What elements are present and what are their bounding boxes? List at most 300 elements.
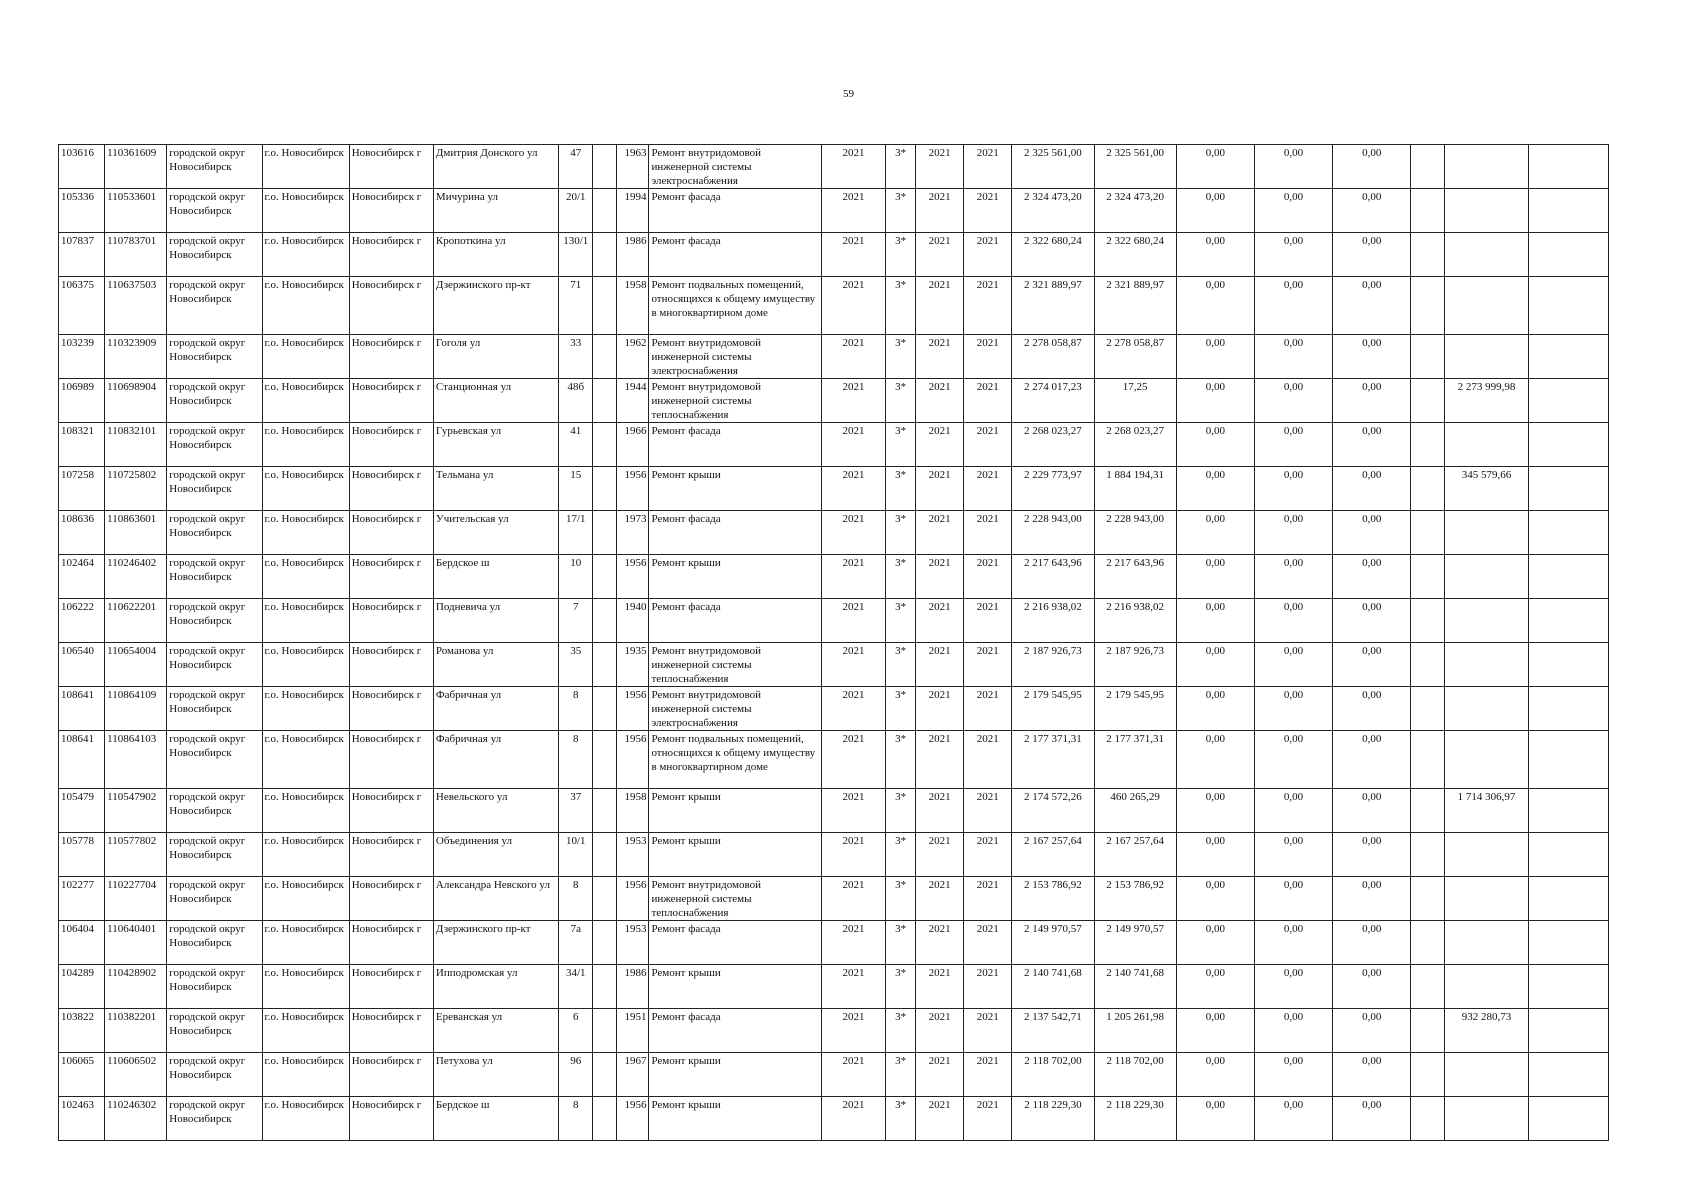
end-year-cell: 2021 [964,379,1012,423]
priority-cell: 3* [886,599,916,643]
locality-cell: Новосибирск г [349,233,433,277]
settlement-cell: г.о. Новосибирск [262,379,349,423]
house-code-cell: 110577802 [105,833,167,877]
municipality-cell: городской округ Новосибирск [167,189,262,233]
local-budget-cell: 0,00 [1333,1009,1411,1053]
regional-fund-cell: 2 324 473,20 [1094,189,1176,233]
house-code-cell: 110832101 [105,423,167,467]
house-code-cell: 110622201 [105,599,167,643]
building-cell [593,599,617,643]
row-id-cell: 107258 [59,467,105,511]
total-cost-cell: 2 324 473,20 [1012,189,1094,233]
municipality-cell: городской округ Новосибирск [167,511,262,555]
plan-year-cell: 2021 [821,687,885,731]
work-type-cell: Ремонт фасада [649,233,821,277]
owner-funds-cell [1445,511,1528,555]
end-year-cell: 2021 [964,877,1012,921]
house-number-cell: 47 [559,145,593,189]
building-cell [593,467,617,511]
settlement-cell: г.о. Новосибирск [262,277,349,335]
federal-funds-cell: 0,00 [1176,277,1254,335]
start-year-cell: 2021 [916,1097,964,1141]
house-number-cell: 35 [559,643,593,687]
street-cell: Подневича ул [433,599,558,643]
start-year-cell: 2021 [916,877,964,921]
table-row [59,921,1609,965]
table-row [59,1053,1609,1097]
end-year-cell: 2021 [964,335,1012,379]
locality-cell: Новосибирск г [349,877,433,921]
priority-cell: 3* [886,1097,916,1141]
plan-year-cell: 2021 [821,833,885,877]
regional-budget-cell: 0,00 [1254,687,1332,731]
work-type-cell: Ремонт крыши [649,467,821,511]
locality-cell: Новосибирск г [349,599,433,643]
plan-year-cell: 2021 [821,277,885,335]
locality-cell: Новосибирск г [349,467,433,511]
start-year-cell: 2021 [916,467,964,511]
plan-year-cell: 2021 [821,233,885,277]
end-year-cell: 2021 [964,555,1012,599]
locality-cell: Новосибирск г [349,511,433,555]
regional-budget-cell: 0,00 [1254,379,1332,423]
end-year-cell: 2021 [964,277,1012,335]
work-type-cell: Ремонт подвальных помещений, относящихся к общему имуществу в многоквартирном доме [649,277,821,335]
plan-year-cell: 2021 [821,379,885,423]
year-built-cell: 1944 [617,379,649,423]
end-year-cell: 2021 [964,233,1012,277]
note-cell [1528,965,1608,1009]
total-cost-cell: 2 268 023,27 [1012,423,1094,467]
table-row [59,233,1609,277]
plan-year-cell: 2021 [821,1009,885,1053]
local-budget-cell: 0,00 [1333,599,1411,643]
house-number-cell: 96 [559,1053,593,1097]
local-budget-cell: 0,00 [1333,379,1411,423]
priority-cell: 3* [886,731,916,789]
federal-funds-cell: 0,00 [1176,833,1254,877]
federal-funds-cell: 0,00 [1176,877,1254,921]
settlement-cell: г.о. Новосибирск [262,643,349,687]
street-cell: Невельского ул [433,789,558,833]
table-row [59,789,1609,833]
regional-fund-cell: 2 216 938,02 [1094,599,1176,643]
house-number-cell: 7 [559,599,593,643]
house-number-cell: 20/1 [559,189,593,233]
row-id-cell: 104289 [59,965,105,1009]
settlement-cell: г.о. Новосибирск [262,145,349,189]
year-built-cell: 1953 [617,921,649,965]
locality-cell: Новосибирск г [349,1097,433,1141]
building-cell [593,1097,617,1141]
regional-fund-cell: 2 179 545,95 [1094,687,1176,731]
priority-cell: 3* [886,789,916,833]
federal-funds-cell: 0,00 [1176,643,1254,687]
end-year-cell: 2021 [964,1053,1012,1097]
start-year-cell: 2021 [916,233,964,277]
other-funds-cell [1411,833,1445,877]
table-row [59,189,1609,233]
house-number-cell: 48б [559,379,593,423]
end-year-cell: 2021 [964,687,1012,731]
regional-budget-cell: 0,00 [1254,1053,1332,1097]
end-year-cell: 2021 [964,965,1012,1009]
street-cell: Романова ул [433,643,558,687]
municipality-cell: городской округ Новосибирск [167,921,262,965]
note-cell [1528,335,1608,379]
other-funds-cell [1411,555,1445,599]
house-code-cell: 110864103 [105,731,167,789]
row-id-cell: 108636 [59,511,105,555]
regional-budget-cell: 0,00 [1254,731,1332,789]
house-code-cell: 110654004 [105,643,167,687]
start-year-cell: 2021 [916,643,964,687]
regional-budget-cell: 0,00 [1254,643,1332,687]
municipality-cell: городской округ Новосибирск [167,555,262,599]
regional-fund-cell: 2 187 926,73 [1094,643,1176,687]
start-year-cell: 2021 [916,1053,964,1097]
note-cell [1528,643,1608,687]
other-funds-cell [1411,877,1445,921]
table-row [59,467,1609,511]
regional-budget-cell: 0,00 [1254,335,1332,379]
local-budget-cell: 0,00 [1333,511,1411,555]
end-year-cell: 2021 [964,145,1012,189]
end-year-cell: 2021 [964,467,1012,511]
municipality-cell: городской округ Новосибирск [167,1009,262,1053]
priority-cell: 3* [886,1009,916,1053]
plan-year-cell: 2021 [821,423,885,467]
year-built-cell: 1956 [617,1097,649,1141]
start-year-cell: 2021 [916,277,964,335]
other-funds-cell [1411,423,1445,467]
priority-cell: 3* [886,145,916,189]
regional-fund-cell: 2 177 371,31 [1094,731,1176,789]
plan-year-cell: 2021 [821,921,885,965]
row-id-cell: 106375 [59,277,105,335]
settlement-cell: г.о. Новосибирск [262,233,349,277]
house-number-cell: 15 [559,467,593,511]
house-code-cell: 110606502 [105,1053,167,1097]
regional-fund-cell: 2 217 643,96 [1094,555,1176,599]
start-year-cell: 2021 [916,511,964,555]
start-year-cell: 2021 [916,833,964,877]
end-year-cell: 2021 [964,643,1012,687]
municipality-cell: городской округ Новосибирск [167,233,262,277]
work-type-cell: Ремонт фасада [649,511,821,555]
other-funds-cell [1411,145,1445,189]
locality-cell: Новосибирск г [349,555,433,599]
local-budget-cell: 0,00 [1333,833,1411,877]
year-built-cell: 1986 [617,233,649,277]
local-budget-cell: 0,00 [1333,233,1411,277]
street-cell: Объединения ул [433,833,558,877]
page-number: 59 [843,88,854,100]
owner-funds-cell [1445,833,1528,877]
table-row [59,277,1609,335]
regional-budget-cell: 0,00 [1254,877,1332,921]
regional-budget-cell: 0,00 [1254,555,1332,599]
other-funds-cell [1411,921,1445,965]
regional-budget-cell: 0,00 [1254,965,1332,1009]
street-cell: Дмитрия Донского ул [433,145,558,189]
federal-funds-cell: 0,00 [1176,511,1254,555]
table-row [59,511,1609,555]
building-cell [593,335,617,379]
building-cell [593,145,617,189]
settlement-cell: г.о. Новосибирск [262,965,349,1009]
building-cell [593,921,617,965]
federal-funds-cell: 0,00 [1176,555,1254,599]
regional-fund-cell: 2 167 257,64 [1094,833,1176,877]
building-cell [593,833,617,877]
total-cost-cell: 2 153 786,92 [1012,877,1094,921]
priority-cell: 3* [886,511,916,555]
house-code-cell: 110725802 [105,467,167,511]
total-cost-cell: 2 229 773,97 [1012,467,1094,511]
note-cell [1528,277,1608,335]
plan-year-cell: 2021 [821,1053,885,1097]
year-built-cell: 1940 [617,599,649,643]
year-built-cell: 1958 [617,789,649,833]
street-cell: Дзержинского пр-кт [433,277,558,335]
table-row [59,687,1609,731]
end-year-cell: 2021 [964,789,1012,833]
house-code-cell: 110246402 [105,555,167,599]
federal-funds-cell: 0,00 [1176,599,1254,643]
priority-cell: 3* [886,277,916,335]
total-cost-cell: 2 140 741,68 [1012,965,1094,1009]
municipality-cell: городской округ Новосибирск [167,643,262,687]
year-built-cell: 1958 [617,277,649,335]
total-cost-cell: 2 325 561,00 [1012,145,1094,189]
building-cell [593,789,617,833]
owner-funds-cell: 345 579,66 [1445,467,1528,511]
owner-funds-cell: 1 714 306,97 [1445,789,1528,833]
work-type-cell: Ремонт внутридомовой инженерной системы теплоснабжения [649,877,821,921]
building-cell [593,189,617,233]
note-cell [1528,1097,1608,1141]
start-year-cell: 2021 [916,965,964,1009]
owner-funds-cell [1445,599,1528,643]
locality-cell: Новосибирск г [349,833,433,877]
regional-budget-cell: 0,00 [1254,145,1332,189]
building-cell [593,731,617,789]
work-type-cell: Ремонт крыши [649,555,821,599]
street-cell: Ипподромская ул [433,965,558,1009]
row-id-cell: 107837 [59,233,105,277]
owner-funds-cell [1445,423,1528,467]
end-year-cell: 2021 [964,599,1012,643]
federal-funds-cell: 0,00 [1176,789,1254,833]
start-year-cell: 2021 [916,423,964,467]
work-type-cell: Ремонт крыши [649,789,821,833]
regional-fund-cell: 460 265,29 [1094,789,1176,833]
building-cell [593,687,617,731]
federal-funds-cell: 0,00 [1176,687,1254,731]
federal-funds-cell: 0,00 [1176,1009,1254,1053]
house-code-cell: 110323909 [105,335,167,379]
house-code-cell: 110227704 [105,877,167,921]
house-code-cell: 110783701 [105,233,167,277]
locality-cell: Новосибирск г [349,731,433,789]
other-funds-cell [1411,277,1445,335]
start-year-cell: 2021 [916,599,964,643]
other-funds-cell [1411,599,1445,643]
owner-funds-cell [1445,145,1528,189]
house-code-cell: 110640401 [105,921,167,965]
locality-cell: Новосибирск г [349,1009,433,1053]
row-id-cell: 102464 [59,555,105,599]
settlement-cell: г.о. Новосибирск [262,1097,349,1141]
work-type-cell: Ремонт крыши [649,1053,821,1097]
note-cell [1528,1009,1608,1053]
work-type-cell: Ремонт фасада [649,423,821,467]
street-cell: Фабричная ул [433,687,558,731]
regional-fund-cell: 2 118 702,00 [1094,1053,1176,1097]
row-id-cell: 105778 [59,833,105,877]
year-built-cell: 1951 [617,1009,649,1053]
note-cell [1528,921,1608,965]
settlement-cell: г.о. Новосибирск [262,789,349,833]
house-code-cell: 110637503 [105,277,167,335]
street-cell: Гоголя ул [433,335,558,379]
row-id-cell: 106065 [59,1053,105,1097]
settlement-cell: г.о. Новосибирск [262,189,349,233]
locality-cell: Новосибирск г [349,687,433,731]
locality-cell: Новосибирск г [349,921,433,965]
end-year-cell: 2021 [964,1009,1012,1053]
local-budget-cell: 0,00 [1333,555,1411,599]
locality-cell: Новосибирск г [349,145,433,189]
settlement-cell: г.о. Новосибирск [262,921,349,965]
start-year-cell: 2021 [916,789,964,833]
end-year-cell: 2021 [964,189,1012,233]
municipality-cell: городской округ Новосибирск [167,599,262,643]
plan-year-cell: 2021 [821,555,885,599]
federal-funds-cell: 0,00 [1176,731,1254,789]
house-number-cell: 6 [559,1009,593,1053]
settlement-cell: г.о. Новосибирск [262,1009,349,1053]
total-cost-cell: 2 321 889,97 [1012,277,1094,335]
regional-budget-cell: 0,00 [1254,789,1332,833]
settlement-cell: г.о. Новосибирск [262,877,349,921]
row-id-cell: 106222 [59,599,105,643]
year-built-cell: 1966 [617,423,649,467]
other-funds-cell [1411,789,1445,833]
settlement-cell: г.о. Новосибирск [262,599,349,643]
other-funds-cell [1411,731,1445,789]
priority-cell: 3* [886,1053,916,1097]
other-funds-cell [1411,643,1445,687]
street-cell: Петухова ул [433,1053,558,1097]
locality-cell: Новосибирск г [349,643,433,687]
priority-cell: 3* [886,555,916,599]
federal-funds-cell: 0,00 [1176,379,1254,423]
street-cell: Станционная ул [433,379,558,423]
note-cell [1528,599,1608,643]
plan-year-cell: 2021 [821,189,885,233]
building-cell [593,643,617,687]
building-cell [593,1009,617,1053]
owner-funds-cell [1445,277,1528,335]
settlement-cell: г.о. Новосибирск [262,511,349,555]
federal-funds-cell: 0,00 [1176,467,1254,511]
priority-cell: 3* [886,189,916,233]
other-funds-cell [1411,511,1445,555]
work-type-cell: Ремонт фасада [649,1009,821,1053]
note-cell [1528,555,1608,599]
total-cost-cell: 2 174 572,26 [1012,789,1094,833]
work-type-cell: Ремонт внутридомовой инженерной системы электроснабжения [649,145,821,189]
owner-funds-cell [1445,643,1528,687]
house-number-cell: 33 [559,335,593,379]
regional-fund-cell: 1 205 261,98 [1094,1009,1176,1053]
row-id-cell: 106989 [59,379,105,423]
owner-funds-cell: 2 273 999,98 [1445,379,1528,423]
local-budget-cell: 0,00 [1333,687,1411,731]
local-budget-cell: 0,00 [1333,921,1411,965]
row-id-cell: 108641 [59,687,105,731]
locality-cell: Новосибирск г [349,423,433,467]
municipality-cell: городской округ Новосибирск [167,1097,262,1141]
regional-budget-cell: 0,00 [1254,1009,1332,1053]
settlement-cell: г.о. Новосибирск [262,423,349,467]
local-budget-cell: 0,00 [1333,789,1411,833]
other-funds-cell [1411,687,1445,731]
start-year-cell: 2021 [916,379,964,423]
plan-year-cell: 2021 [821,145,885,189]
plan-year-cell: 2021 [821,467,885,511]
year-built-cell: 1935 [617,643,649,687]
start-year-cell: 2021 [916,335,964,379]
federal-funds-cell: 0,00 [1176,965,1254,1009]
federal-funds-cell: 0,00 [1176,145,1254,189]
total-cost-cell: 2 216 938,02 [1012,599,1094,643]
note-cell [1528,731,1608,789]
table-row [59,877,1609,921]
work-type-cell: Ремонт крыши [649,833,821,877]
note-cell [1528,467,1608,511]
row-id-cell: 108641 [59,731,105,789]
municipality-cell: городской округ Новосибирск [167,467,262,511]
year-built-cell: 1956 [617,555,649,599]
local-budget-cell: 0,00 [1333,145,1411,189]
end-year-cell: 2021 [964,833,1012,877]
building-cell [593,511,617,555]
house-code-cell: 110547902 [105,789,167,833]
priority-cell: 3* [886,877,916,921]
locality-cell: Новосибирск г [349,1053,433,1097]
year-built-cell: 1986 [617,965,649,1009]
table-body [59,145,1609,1141]
other-funds-cell [1411,233,1445,277]
owner-funds-cell [1445,687,1528,731]
year-built-cell: 1956 [617,687,649,731]
federal-funds-cell: 0,00 [1176,189,1254,233]
settlement-cell: г.о. Новосибирск [262,467,349,511]
regional-budget-cell: 0,00 [1254,423,1332,467]
priority-cell: 3* [886,379,916,423]
table-row [59,145,1609,189]
locality-cell: Новосибирск г [349,277,433,335]
start-year-cell: 2021 [916,555,964,599]
row-id-cell: 103822 [59,1009,105,1053]
row-id-cell: 103239 [59,335,105,379]
table-row [59,833,1609,877]
regional-fund-cell: 2 153 786,92 [1094,877,1176,921]
local-budget-cell: 0,00 [1333,423,1411,467]
